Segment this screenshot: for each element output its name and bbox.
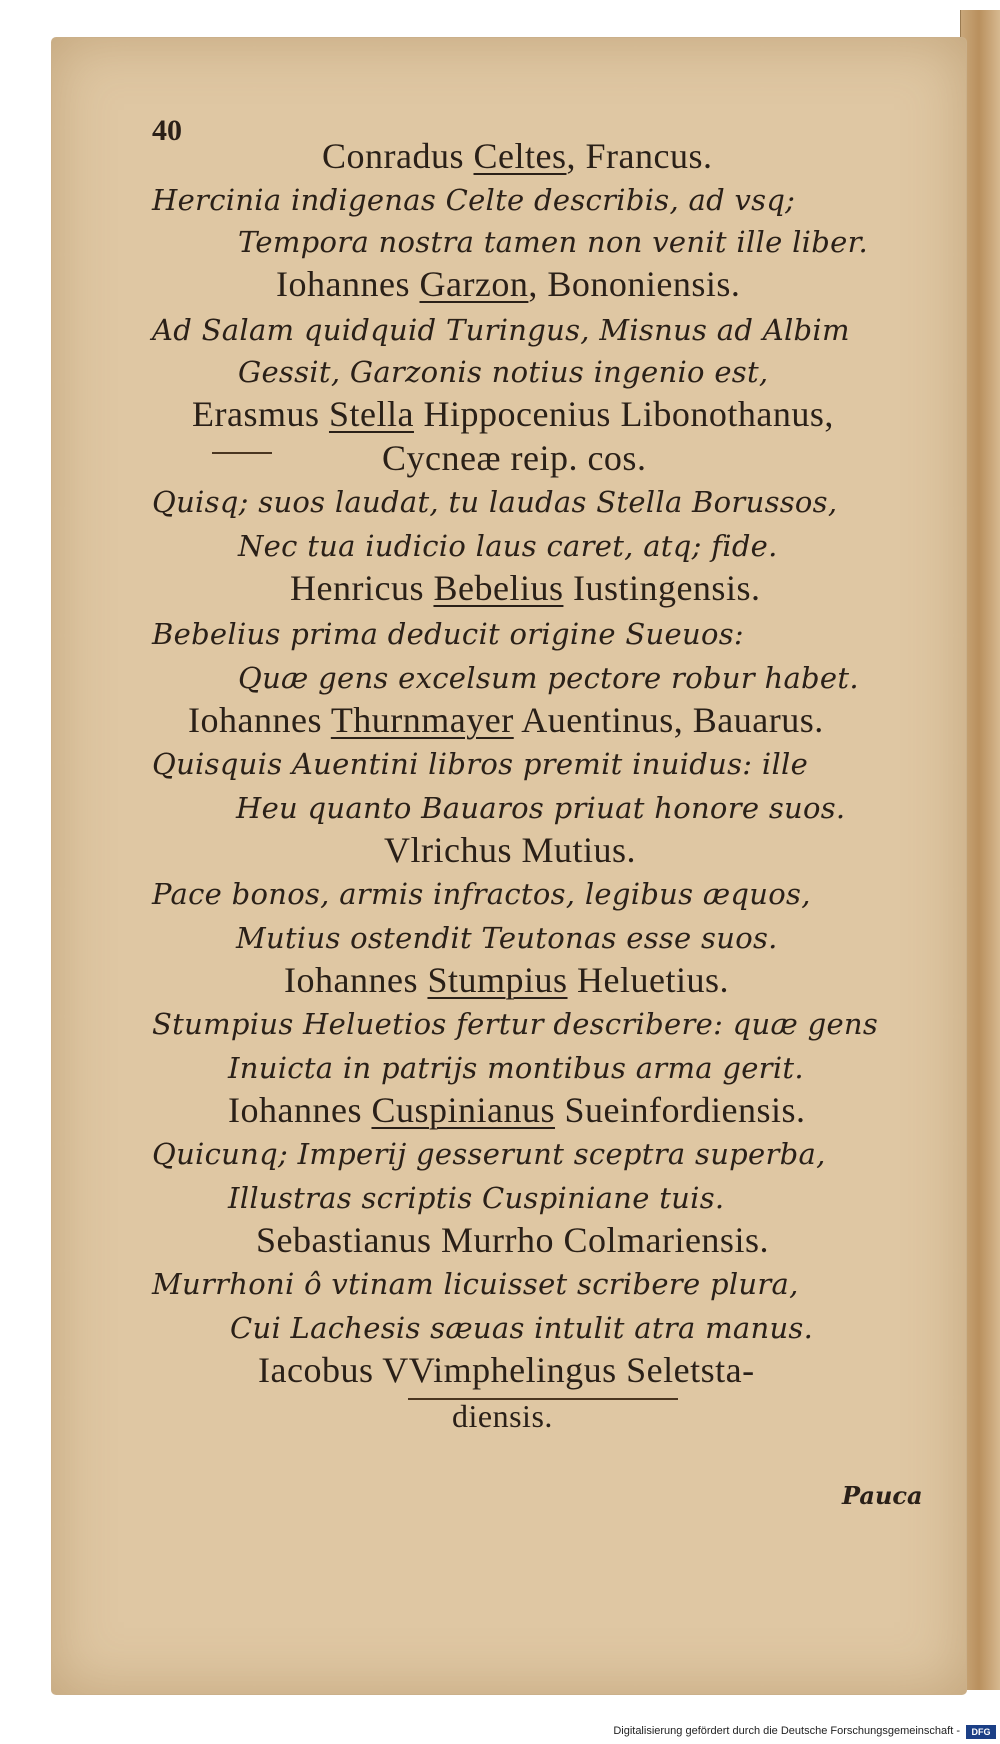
text-line: Iohannes Garzon, Bononiensis. — [276, 264, 741, 304]
text-line: Stumpius Heluetios fertur describere: quæ gens — [152, 1007, 879, 1041]
underlined-name: Bebelius — [433, 568, 564, 608]
underlined-name: Stumpius — [427, 960, 568, 1000]
text-line: Illustras scriptis Cuspiniane tuis. — [228, 1181, 725, 1215]
text-line: Iohannes Stumpius Heluetius. — [284, 960, 729, 1000]
catchword: Pauca — [842, 1481, 923, 1510]
text-line: Quisq; suos laudat, tu laudas Stella Borussos, — [152, 485, 838, 519]
text-line: Mutius ostendit Teutonas esse suos. — [236, 921, 778, 955]
text-line: Conradus Celtes, Francus. — [322, 136, 713, 176]
text-line: Tempora nostra tamen non venit ille liber. — [238, 225, 869, 259]
text-line: Iohannes Cuspinianus Sueinfordiensis. — [228, 1090, 806, 1130]
book-edge — [960, 10, 1000, 1690]
text-line: Gessit, Garzonis notius ingenio est, — [238, 355, 769, 389]
text-line: Inuicta in patrijs montibus arma gerit. — [228, 1051, 804, 1085]
page-number: 40 — [152, 114, 182, 147]
text-line: Cui Lachesis sæuas intulit atra manus. — [230, 1311, 814, 1345]
text-line: Murrhoni ô vtinam licuisset scribere plura, — [152, 1267, 799, 1301]
footer-bar — [0, 1722, 1000, 1744]
dfg-logo: DFG — [966, 1725, 996, 1739]
text-line: Quicunq; Imperij gesserunt sceptra superba, — [152, 1137, 826, 1171]
text-line: Ad Salam quidquid Turingus, Misnus ad Albim — [152, 313, 850, 347]
book-page — [52, 38, 966, 1694]
text-line: Vlrichus Mutius. — [384, 830, 637, 870]
text-line: Sebastianus Murrho Colmariensis. — [256, 1220, 769, 1260]
text-line: Pace bonos, armis infractos, legibus æquos, — [152, 877, 811, 911]
text-line: Heu quanto Bauaros priuat honore suos. — [236, 791, 846, 825]
underlined-name: Stella — [328, 394, 414, 434]
underlined-name: Celtes — [473, 136, 567, 176]
text-line: Erasmus Stella Hippocenius Libonothanus, — [192, 394, 834, 434]
underlined-name: Thurnmayer — [330, 700, 514, 740]
text-line: Quisquis Auentini libros premit inuidus: ille — [152, 747, 809, 781]
text-line: Nec tua iudicio laus caret, atq; fide. — [238, 529, 778, 563]
text-line: diensis. — [452, 1398, 553, 1434]
ink-stroke — [212, 452, 272, 454]
text-line: Iohannes Thurnmayer Auentinus, Bauarus. — [188, 700, 824, 740]
text-line: Bebelius prima deducit origine Sueuos: — [152, 617, 744, 651]
text-line: Quæ gens excelsum pectore robur habet. — [238, 661, 859, 695]
text-line: Hercinia indigenas Celte describis, ad vsq; — [152, 183, 796, 217]
text-line: Henricus Bebelius Iustingensis. — [290, 568, 761, 608]
text-line: Iacobus VVimphelingus Seletsta- — [258, 1350, 755, 1390]
underlined-name: Cuspinianus — [371, 1090, 555, 1130]
funding-credit: Digitalisierung gefördert durch die Deutsche Forschungsgemeinschaft - — [613, 1725, 960, 1737]
text-line: Cycneæ reip. cos. — [382, 438, 647, 478]
underlined-name: Garzon — [419, 264, 529, 304]
